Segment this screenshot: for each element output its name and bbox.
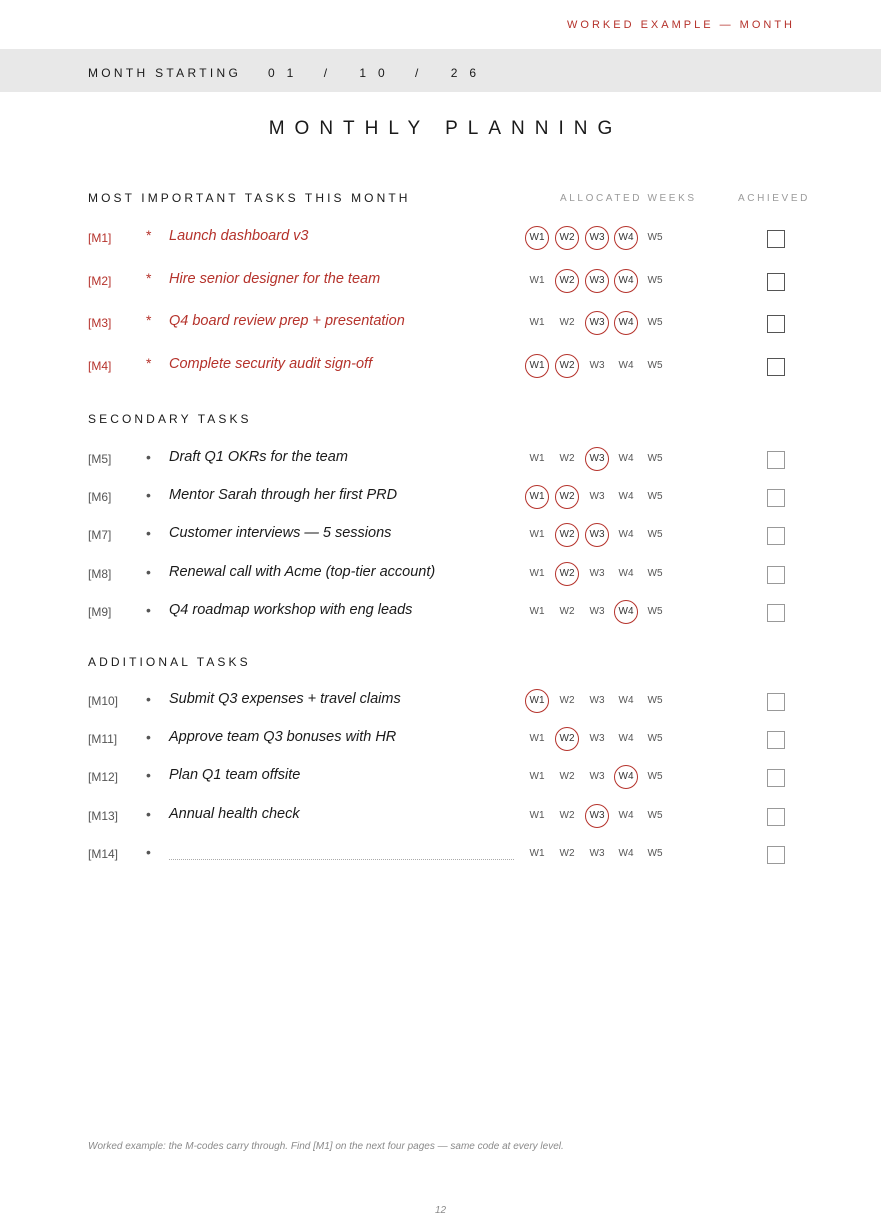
- date-separator: /: [415, 66, 419, 80]
- week-marker-4[interactable]: W4: [614, 311, 638, 335]
- task-row: [0, 223, 881, 253]
- week-marker-3[interactable]: W3: [589, 359, 605, 371]
- task-code: [M1]: [88, 231, 112, 245]
- task-text[interactable]: Hire senior designer for the team: [169, 270, 381, 287]
- task-code: [M3]: [88, 316, 112, 330]
- date-day: 01: [268, 66, 306, 80]
- week-marker-4[interactable]: W4: [618, 359, 634, 371]
- week-marker-3[interactable]: W3: [585, 447, 609, 471]
- date-year: 26: [450, 66, 489, 80]
- task-text[interactable]: Approve team Q3 bonuses with HR: [169, 729, 397, 746]
- task-code: [M6]: [88, 490, 112, 505]
- page-kicker: WORKED EXAMPLE — MONTH: [567, 19, 795, 31]
- week-marker-2[interactable]: W2: [555, 485, 579, 509]
- date-separator: /: [323, 66, 328, 80]
- week-marker-4[interactable]: W4: [618, 567, 634, 579]
- task-row: [0, 801, 881, 831]
- task-blank-line[interactable]: [169, 859, 514, 860]
- task-text[interactable]: Annual health check: [169, 805, 300, 822]
- week-marker-3[interactable]: W3: [589, 771, 605, 783]
- task-row: [0, 724, 881, 754]
- week-marker-1[interactable]: W1: [525, 354, 549, 378]
- task-text[interactable]: Plan Q1 team offsite: [169, 767, 301, 784]
- task-text[interactable]: Launch dashboard v3: [169, 228, 309, 244]
- week-marker-1[interactable]: W1: [529, 529, 545, 541]
- achieved-checkbox[interactable]: [767, 527, 785, 545]
- achieved-checkbox[interactable]: [767, 566, 785, 584]
- week-marker-3[interactable]: W3: [589, 733, 605, 745]
- week-marker-3[interactable]: W3: [589, 695, 605, 706]
- priority-star-icon: *: [146, 354, 152, 371]
- task-text[interactable]: Mentor Sarah through her first PRD: [169, 487, 398, 504]
- week-marker-5[interactable]: W5: [647, 733, 663, 745]
- week-marker-3[interactable]: W3: [585, 226, 609, 250]
- bullet-icon: •: [146, 449, 151, 465]
- task-text[interactable]: Q4 roadmap workshop with eng leads: [169, 601, 413, 618]
- bullet-icon: •: [146, 691, 151, 707]
- task-row: [0, 308, 881, 338]
- section-heading: MOST IMPORTANT TASKS THIS MONTH: [88, 191, 411, 205]
- week-marker-2[interactable]: W2: [559, 453, 575, 464]
- task-text[interactable]: Draft Q1 OKRs for the team: [169, 449, 348, 465]
- task-code: [M7]: [88, 528, 112, 543]
- task-row: [0, 351, 881, 381]
- task-row: [0, 559, 881, 589]
- week-marker-4[interactable]: W4: [614, 226, 638, 250]
- week-marker-5[interactable]: W5: [647, 605, 663, 617]
- week-marker-1[interactable]: W1: [529, 274, 545, 286]
- week-marker-4[interactable]: W4: [618, 453, 634, 464]
- task-code: [M4]: [88, 358, 112, 373]
- task-row: [0, 482, 881, 512]
- allocated-weeks-header: ALLOCATED WEEKS: [560, 193, 697, 204]
- week-marker-5[interactable]: W5: [647, 695, 663, 706]
- week-marker-3[interactable]: W3: [589, 605, 605, 617]
- task-row: [0, 597, 881, 627]
- week-marker-5[interactable]: W5: [647, 232, 663, 243]
- achieved-checkbox[interactable]: [767, 358, 785, 376]
- week-marker-2[interactable]: W2: [559, 771, 575, 783]
- week-marker-4[interactable]: W4: [618, 809, 634, 821]
- week-marker-2[interactable]: W2: [559, 847, 575, 859]
- achieved-checkbox[interactable]: [767, 230, 785, 248]
- week-marker-2[interactable]: W2: [555, 269, 579, 293]
- month-start-label: MONTH STARTING: [88, 66, 242, 80]
- week-marker-2[interactable]: W2: [555, 727, 579, 751]
- week-marker-5[interactable]: W5: [647, 847, 663, 859]
- week-marker-2[interactable]: W2: [555, 226, 579, 250]
- week-marker-4[interactable]: W4: [618, 491, 634, 503]
- week-marker-1[interactable]: W1: [525, 226, 549, 250]
- week-marker-1[interactable]: W1: [529, 847, 545, 859]
- task-text[interactable]: Customer interviews — 5 sessions: [169, 525, 392, 542]
- week-marker-3[interactable]: W3: [585, 269, 609, 293]
- achieved-checkbox[interactable]: [767, 846, 785, 864]
- week-marker-5[interactable]: W5: [647, 274, 663, 286]
- task-row: [0, 266, 881, 296]
- week-marker-5[interactable]: W5: [647, 809, 663, 821]
- bullet-icon: •: [146, 805, 151, 822]
- week-marker-3[interactable]: W3: [585, 804, 609, 828]
- bullet-icon: •: [146, 525, 151, 542]
- task-code: [M8]: [88, 566, 112, 581]
- achieved-checkbox[interactable]: [767, 808, 785, 826]
- week-marker-1[interactable]: W1: [529, 605, 545, 617]
- page-number: 12: [434, 1205, 447, 1216]
- task-text[interactable]: Complete security audit sign-off: [169, 355, 373, 372]
- achieved-checkbox[interactable]: [767, 693, 785, 711]
- task-code: [M10]: [88, 694, 119, 708]
- task-row: [0, 762, 881, 792]
- task-code: [M12]: [88, 770, 119, 785]
- achieved-checkbox[interactable]: [767, 731, 785, 749]
- week-marker-1[interactable]: W1: [529, 771, 545, 783]
- bullet-icon: •: [146, 487, 151, 504]
- week-marker-3[interactable]: W3: [589, 491, 605, 503]
- week-marker-5[interactable]: W5: [647, 529, 663, 541]
- week-marker-5[interactable]: W5: [647, 453, 663, 464]
- task-text[interactable]: Q4 board review prep + presentation: [169, 313, 405, 329]
- task-text[interactable]: Renewal call with Acme (top-tier account): [169, 563, 436, 580]
- week-marker-3[interactable]: W3: [589, 847, 605, 859]
- week-marker-5[interactable]: W5: [647, 491, 663, 503]
- task-code: [M2]: [88, 273, 112, 288]
- achieved-checkbox[interactable]: [767, 315, 785, 333]
- section-heading: ADDITIONAL TASKS: [88, 655, 251, 669]
- week-marker-4[interactable]: W4: [618, 695, 634, 706]
- priority-star-icon: *: [146, 312, 152, 328]
- week-marker-1[interactable]: W1: [529, 733, 545, 745]
- week-marker-2[interactable]: W2: [559, 605, 575, 617]
- page-title: MONTHLY PLANNING: [268, 118, 623, 139]
- task-row: [0, 839, 881, 869]
- task-text[interactable]: Submit Q3 expenses + travel claims: [169, 691, 401, 707]
- priority-star-icon: *: [146, 227, 152, 243]
- week-marker-2[interactable]: W2: [559, 317, 575, 328]
- week-marker-5[interactable]: W5: [647, 771, 663, 783]
- week-marker-1[interactable]: W1: [525, 485, 549, 509]
- task-code: [M14]: [88, 846, 119, 861]
- achieved-checkbox[interactable]: [767, 604, 785, 622]
- achieved-checkbox[interactable]: [767, 273, 785, 291]
- task-code: [M13]: [88, 808, 119, 823]
- week-marker-3[interactable]: W3: [585, 311, 609, 335]
- footnote: Worked example: the M-codes carry through. Find [M1] on the next four pages — same code at every level.: [88, 1141, 564, 1152]
- priority-star-icon: *: [146, 269, 152, 286]
- week-marker-4[interactable]: W4: [618, 733, 634, 745]
- bullet-icon: •: [146, 563, 151, 580]
- week-marker-1[interactable]: W1: [525, 689, 549, 713]
- achieved-header: ACHIEVED: [738, 193, 810, 204]
- week-marker-5[interactable]: W5: [647, 359, 663, 371]
- week-marker-4[interactable]: W4: [614, 765, 638, 789]
- section-heading: SECONDARY TASKS: [88, 412, 252, 426]
- bullet-icon: •: [146, 767, 151, 784]
- date-month: 10: [359, 66, 397, 80]
- achieved-checkbox[interactable]: [767, 451, 785, 469]
- month-start-bar: [0, 49, 881, 92]
- task-row: [0, 520, 881, 550]
- week-marker-2[interactable]: W2: [559, 695, 575, 706]
- task-row: [0, 444, 881, 474]
- week-marker-2[interactable]: W2: [555, 523, 579, 547]
- week-marker-5[interactable]: W5: [647, 317, 663, 328]
- task-code: [M11]: [88, 732, 118, 747]
- week-marker-4[interactable]: W4: [614, 600, 638, 624]
- bullet-icon: •: [146, 843, 151, 860]
- week-marker-4[interactable]: W4: [618, 847, 634, 859]
- week-marker-2[interactable]: W2: [555, 354, 579, 378]
- week-marker-2[interactable]: W2: [555, 562, 579, 586]
- task-code: [M5]: [88, 452, 112, 466]
- task-code: [M9]: [88, 604, 112, 619]
- bullet-icon: •: [146, 729, 151, 746]
- week-marker-5[interactable]: W5: [647, 567, 663, 579]
- achieved-checkbox[interactable]: [767, 769, 785, 787]
- week-marker-1[interactable]: W1: [529, 453, 545, 464]
- achieved-checkbox[interactable]: [767, 489, 785, 507]
- week-marker-4[interactable]: W4: [614, 269, 638, 293]
- week-marker-1[interactable]: W1: [529, 317, 545, 328]
- week-marker-1[interactable]: W1: [529, 567, 545, 579]
- bullet-icon: •: [146, 601, 151, 618]
- week-marker-3[interactable]: W3: [585, 523, 609, 547]
- week-marker-4[interactable]: W4: [618, 529, 634, 541]
- week-marker-1[interactable]: W1: [529, 809, 545, 821]
- month-start-date: [268, 66, 488, 80]
- task-row: [0, 686, 881, 716]
- week-marker-3[interactable]: W3: [589, 567, 605, 579]
- week-marker-2[interactable]: W2: [559, 809, 575, 821]
